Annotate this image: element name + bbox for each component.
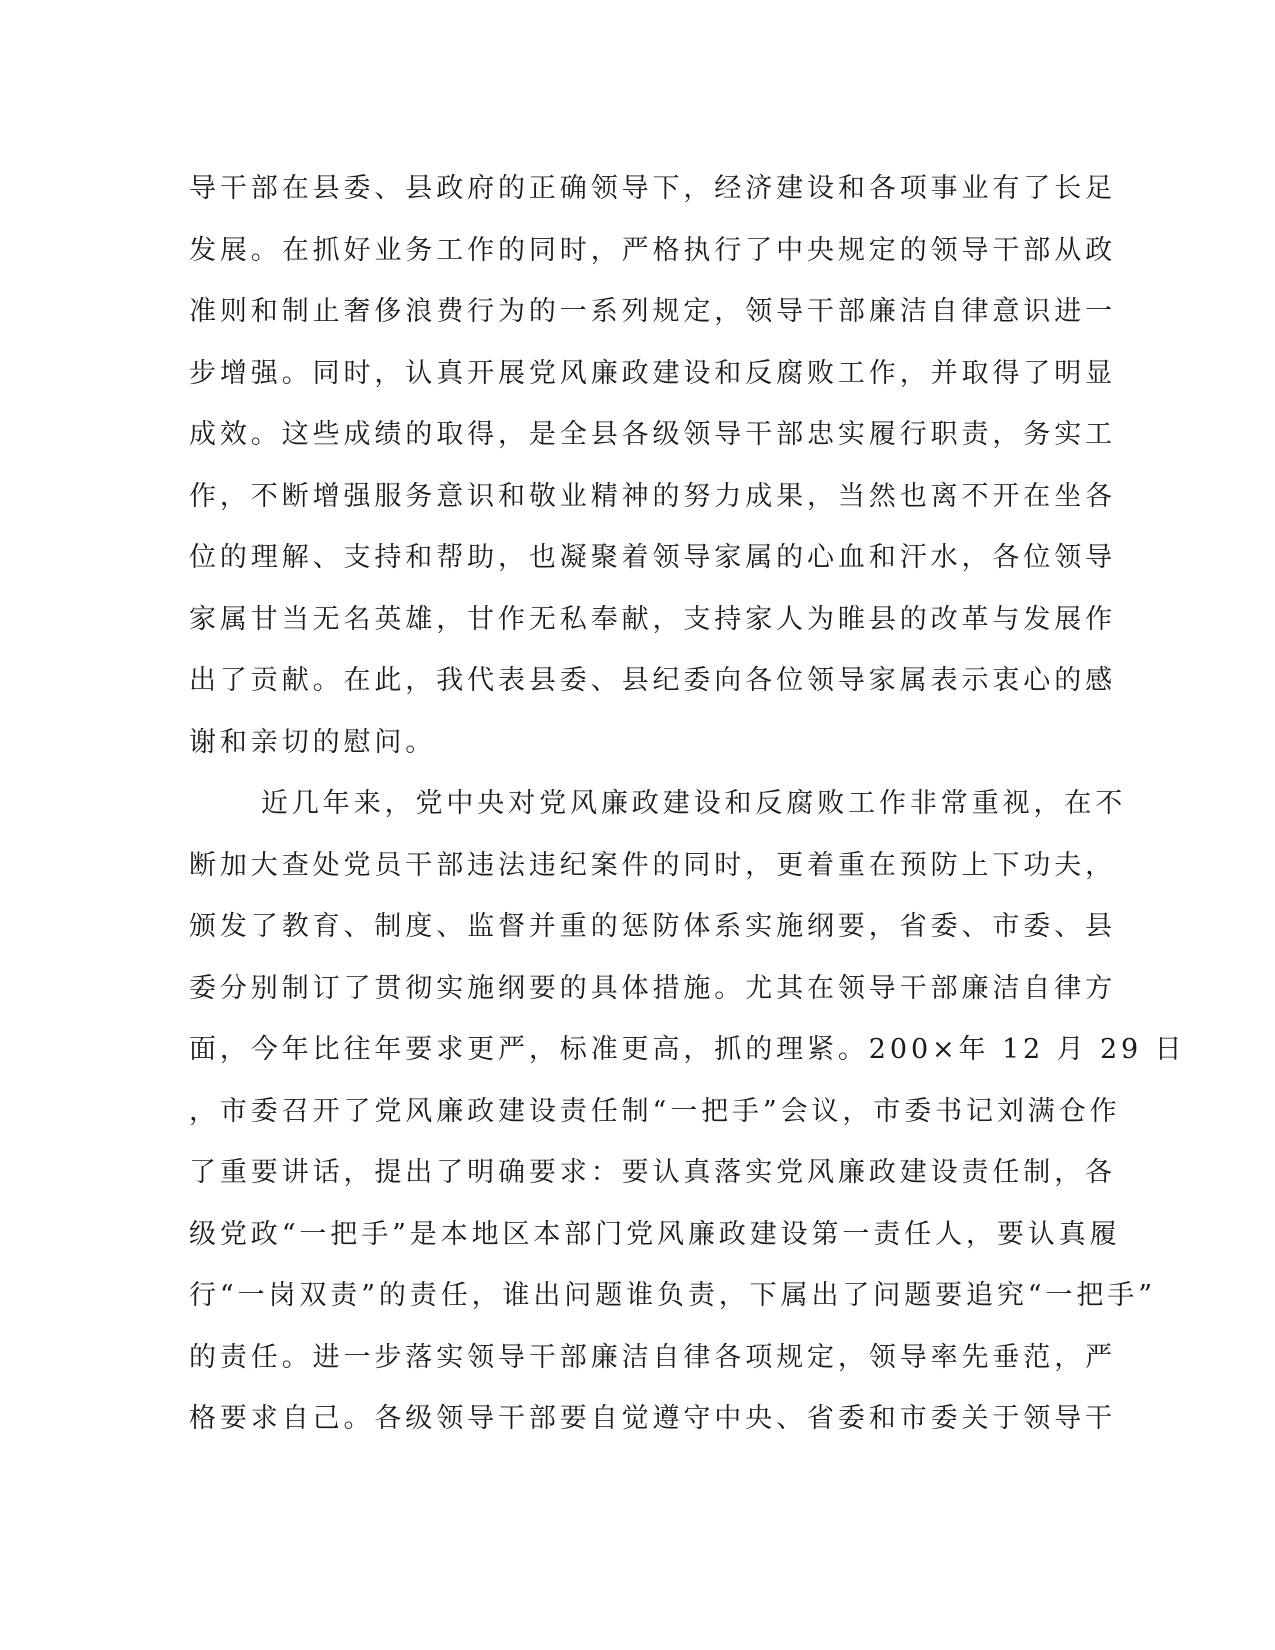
text-line: 发展。在抓好业务工作的同时，严格执行了中央规定的领导干部从政 xyxy=(189,234,1116,266)
text-line: 谢和亲切的慰问。 xyxy=(189,726,437,758)
text-line: 导干部在县委、县政府的正确领导下，经济建设和各项事业有了长足 xyxy=(189,173,1116,204)
text-line: 委分别制订了贯彻实施纲要的具体措施。尤其在领导干部廉洁自律方 xyxy=(189,972,1116,1004)
body-text xyxy=(189,158,1186,1450)
text-line: 准则和制止奢侈浪费行为的一系列规定，领导干部廉洁自律意识进一 xyxy=(189,296,1116,327)
text-line: 的责任。进一步落实领导干部廉洁自律各项规定，领导率先垂范，严 xyxy=(189,1341,1116,1373)
text-line: 面，今年比往年要求更严，标准更高，抓的理紧。200×年 12 月 29 日 xyxy=(189,1034,1186,1065)
text-line: 作，不断增强服务意识和敬业精神的努力成果，当然也离不开在坐各 xyxy=(189,480,1116,512)
text-line: 断加大查处党员干部违法违纪案件的同时，更着重在预防上下功夫， xyxy=(189,849,1116,881)
text-line: 成效。这些成绩的取得，是全县各级领导干部忠实履行职责，务实工 xyxy=(189,419,1116,450)
text-line: 位的理解、支持和帮助，也凝聚着领导家属的心血和汗水，各位领导 xyxy=(189,542,1116,573)
text-line: 出了贡献。在此，我代表县委、县纪委向各位领导家属表示衷心的感 xyxy=(189,665,1116,696)
text-line: 行“一岗双责”的责任，谁出问题谁负责，下属出了问题要追究“一把手” xyxy=(189,1280,1156,1311)
text-line: ，市委召开了党风廉政建设责任制“一把手”会议，市委书记刘满仓作 xyxy=(189,1095,1121,1127)
text-line: 家属甘当无名英雄，甘作无私奉献，支持家人为睢县的改革与发展作 xyxy=(189,603,1116,635)
text-line: 了重要讲话，提出了明确要求：要认真落实党风廉政建设责任制，各 xyxy=(189,1157,1116,1188)
text-line: 级党政“一把手”是本地区本部门党风廉政建设第一责任人，要认真履 xyxy=(189,1218,1121,1250)
text-line: 格要求自己。各级领导干部要自觉遵守中央、省委和市委关于领导干 xyxy=(189,1403,1116,1434)
paragraph-first-line: 近几年来，党中央对党风廉政建设和反腐败工作非常重视，在不 xyxy=(261,788,1127,819)
text-line: 颁发了教育、制度、监督并重的惩防体系实施纲要，省委、市委、县 xyxy=(189,911,1116,942)
text-line: 步增强。同时，认真开展党风廉政建设和反腐败工作，并取得了明显 xyxy=(189,357,1116,389)
